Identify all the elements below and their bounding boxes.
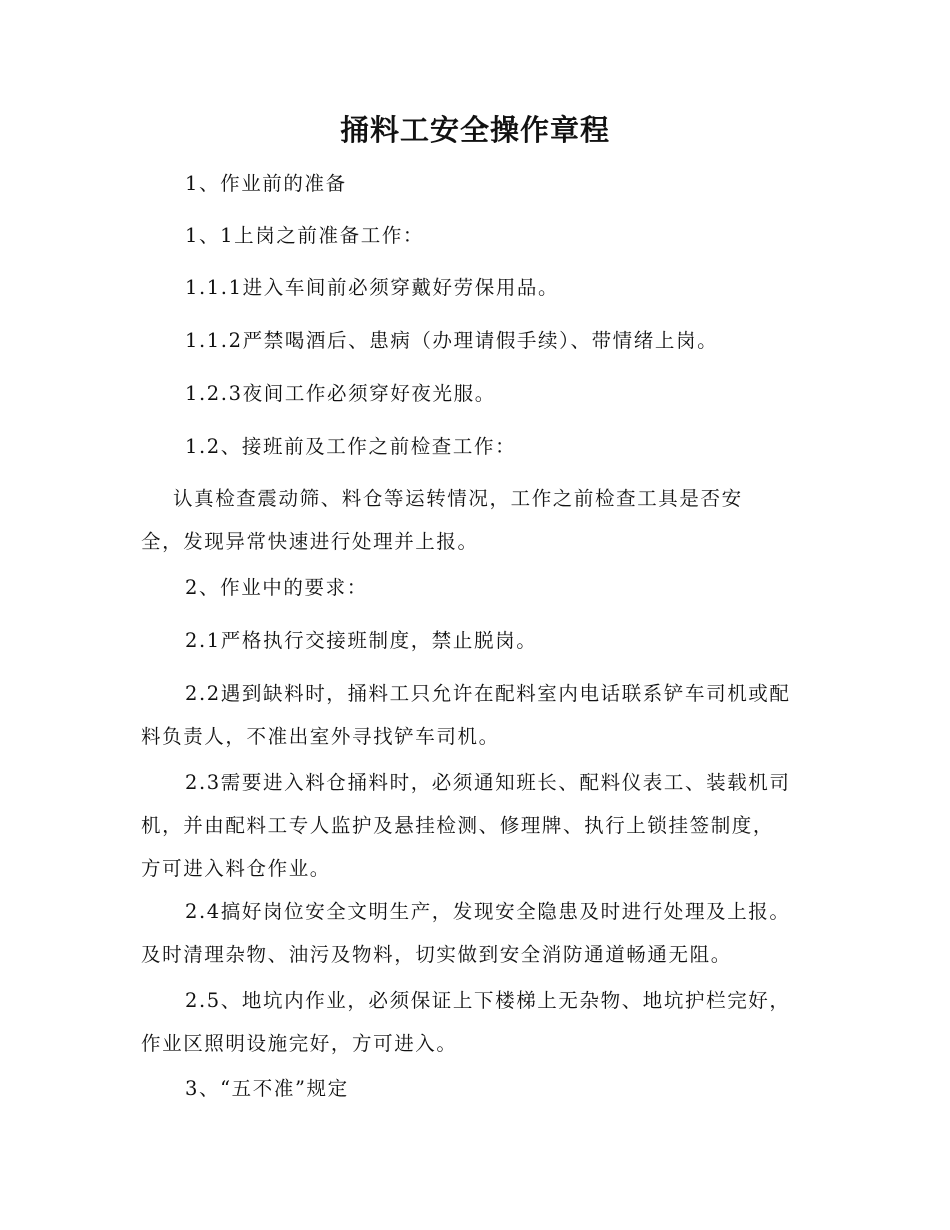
text-line: 2、作业中的要求：: [185, 576, 368, 599]
text-line: 料负责人，不准出室外寻找铲车司机。: [141, 725, 500, 748]
section-heading-1: [141, 162, 821, 205]
item-1-2-3: [141, 372, 821, 415]
text-line: 1、作业前的准备: [185, 172, 347, 195]
text-line: 1.1.2严禁喝酒后、患病（办理请假手续）、带情绪上岗。: [185, 329, 719, 352]
text-line: 1、1上岗之前准备工作：: [185, 224, 425, 247]
document-title: 捅料工安全操作章程: [339, 113, 610, 147]
text-line: 2.2遇到缺料时，捅料工只允许在配料室内电话联系铲车司机或配: [185, 682, 791, 705]
text-line: 方可进入料仓作业。: [141, 857, 331, 880]
text-line: 全，发现异常快速进行处理并上报。: [141, 530, 479, 553]
text-line: 1.1.1进入车间前必须穿戴好劳保用品。: [185, 276, 560, 299]
section-heading-3: [141, 1067, 821, 1110]
item-2-3: [141, 761, 821, 890]
text-line: 1.2.3夜间工作必须穿好夜光服。: [185, 382, 496, 405]
text-line: 机，并由配料工专人监护及悬挂检测、修理牌、执行上锁挂签制度，: [141, 814, 775, 837]
item-2-5: [141, 979, 821, 1065]
text-line: 2.3需要进入料仓捅料时，必须通知班长、配料仪表工、装载机司: [185, 771, 791, 794]
paragraph-inspection: [141, 477, 821, 563]
subsection-heading-1-1: [141, 214, 821, 257]
text-line: 2.1严格执行交接班制度，禁止脱岗。: [185, 629, 538, 652]
text-line: 3、“五不准”规定: [185, 1077, 349, 1100]
text-line: 及时清理杂物、油污及物料，切实做到安全消防通道畅通无阻。: [141, 943, 732, 966]
item-2-1: [141, 619, 821, 662]
text-line: 2.5、地坑内作业，必须保证上下楼梯上无杂物、地坑护栏完好，: [185, 989, 791, 1012]
item-2-2: [141, 672, 821, 758]
section-heading-2: [141, 566, 821, 609]
item-1-1-2: [141, 319, 821, 362]
text-line: 2.4搞好岗位安全文明生产，发现安全隐患及时进行处理及上报。: [185, 900, 791, 923]
text-line: 认真检查震动筛、料仓等运转情况，工作之前检查工具是否安: [173, 487, 743, 510]
subsection-heading-1-2: [141, 425, 821, 468]
item-2-4: [141, 890, 821, 976]
text-line: 作业区照明设施完好，方可进入。: [141, 1032, 458, 1055]
text-line: 1.2、接班前及工作之前检查工作：: [185, 435, 517, 458]
item-1-1-1: [141, 266, 821, 309]
